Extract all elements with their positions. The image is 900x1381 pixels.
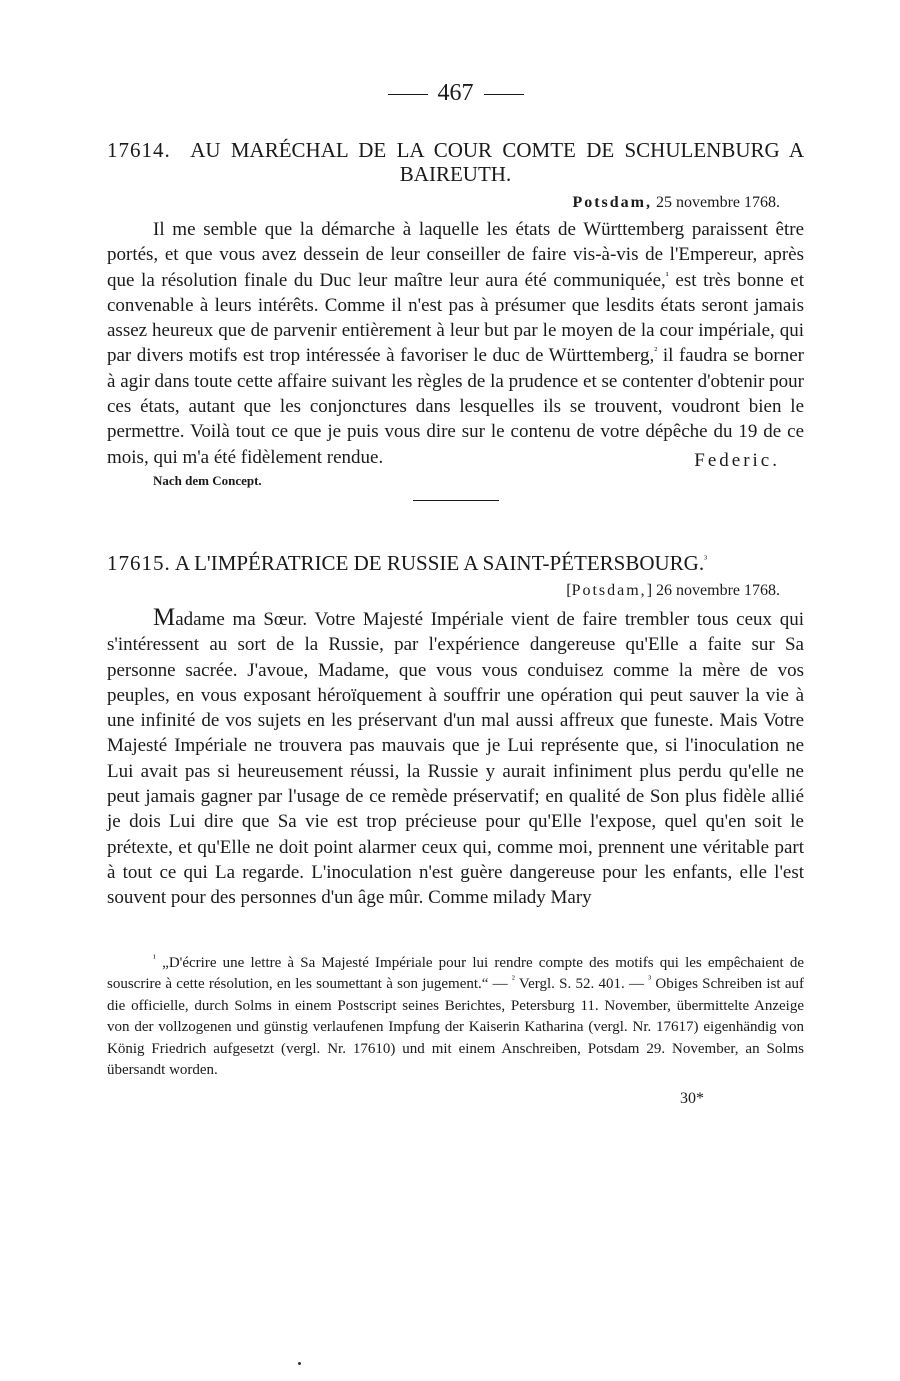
letter-1-place: Potsdam, (572, 194, 653, 211)
bracket-open: [ (566, 581, 572, 599)
footnote-marker-1: ¹ (153, 952, 156, 964)
letter-2-date: 26 novembre 1768. (656, 581, 780, 599)
letter-1-number: 17614. (107, 138, 171, 162)
letter-1-dateline (107, 193, 804, 213)
letter-1-heading (107, 138, 804, 186)
letter-1-text-c: il faudra se borner à agir dans toute cette affaire suivant les règles de la prudence et se contenter d'obtenir pour ces états, autant que les conjonctures dans lesquelles ils se trouvent, voudront bien le permettre. Voilà tout ce que je puis vous dire sur le contenu de votre dépêche du 19 de ce mois, qui m'a été fidèlement rendue. (107, 345, 804, 468)
page-number: 467 (437, 80, 474, 106)
footnote-1: „D'écrire une lettre à Sa Majesté Impériale pour lui rendre compte des motifs qui les empêchaient de souscrire à cette résolution, en les soumettant à son jugement.“ — (107, 954, 804, 993)
letter-1-text-b: est très bonne et convenable à leurs intérêts. Comme il n'est pas à présumer que lesdits états seront jamais assez heureux que de parvenir entièrement à leur but par le moyen de la cour impériale, qui par divers motifs est trop intéressée à favoriser le duc de Württemberg, (107, 269, 804, 367)
letter-2-place: Potsdam, (571, 581, 647, 599)
footnotes (107, 953, 804, 1082)
footnote-marker-2: ² (511, 974, 515, 986)
letter-1-date: 25 novembre 1768. (656, 194, 780, 211)
header-dash-right (484, 94, 524, 95)
letter-2-initial: M (153, 603, 176, 631)
footnote-block (107, 953, 804, 1082)
letter-2-heading (107, 551, 804, 575)
footnote-3: Obiges Schreiben ist auf die officielle, durch Solms in einem Postscript seines Berichtes, Petersburg 11. November, übermittelte Anzeige von der vollzogenen und günstig verlaufenen Impfung der Kaiserin Katharina (vergl. Nr. 17617) eigenhändig von König Friedrich aufgesetzt (vergl. Nr. 17610) und mit einem Anschreiben, Potsdam 29. November, an Solms übersandt worden. (107, 976, 804, 1079)
letter-1-body (107, 217, 804, 470)
letter-1-text-a: Il me semble que la démarche à laquelle les états de Württemberg paraissent être portés, et que vous avez dessein de leur conseiller de faire vis-à-vis de l'Empereur, après que la résolution finale du Duc leur maître leur aura été communiquée, (107, 219, 804, 291)
footnote-marker-3: ³ (648, 974, 652, 986)
bracket-close: ] (646, 581, 653, 599)
footnote-ref-2: ² (654, 346, 658, 358)
letter-2-body (107, 605, 804, 911)
running-head (107, 78, 804, 108)
page (107, 78, 804, 1108)
letter-1-signature: Federic. (694, 449, 780, 471)
letter-1-title: AU MARÉCHAL DE LA COUR COMTE DE SCHULENBURG A BAIREUTH. (190, 138, 805, 186)
letter-2-title: A L'IMPÉRATRICE DE RUSSIE A SAINT-PÉTERSBOURG. (174, 550, 705, 575)
letter-1-source: Nach dem Concept. (153, 472, 262, 488)
footnote-ref-1: ¹ (665, 270, 669, 282)
letter-2-number: 17615. (107, 550, 171, 575)
sheet-signature: 30* (680, 1089, 704, 1107)
footnote-2: Vergl. S. 52. 401. — (514, 976, 649, 993)
header-dash-left (388, 94, 428, 95)
letter-2-text: adame ma Sœur. Votre Majesté Impériale vient de faire trembler tous ceux qui s'intéressent au sort de la Russie, par l'expérience dangereuse qu'Elle a faite sur Sa personne sacrée. J'avoue, Madame, que vous vous conduisez comme la mère de vos peuples, en vous exposant héroïquement à souffrir une opération qui peut sauver la vie à une infinité de vos sujets en les préservant d'un mal aussi affreux que funeste. Mais Votre Majesté Impériale ne trouvera pas mauvais que je Lui représente que, si l'inoculation ne Lui avait pas si heureusement réussi, la Russie y aurait infiniment plus perdu qu'elle ne peut jamais gagner par l'usage de ce remède préservatif; en qualité de Son plus fidèle allié je dois Lui dire que Sa vie est trop précieuse pour qu'Elle l'expose, quel qu'en soit le prétexte, et qu'Elle ne doit point alarmer ceux qui, comme moi, prennent une véritable part à tout ce qui La regarde. L'inoculation n'est guère dangereuse pour les enfants, elle l'est souvent pour des personnes d'un âge mûr. Comme milady Mary (107, 608, 804, 909)
footnote-ref-3: ³ (704, 553, 708, 565)
print-speck (298, 1362, 301, 1365)
letter-2-dateline (107, 581, 804, 601)
